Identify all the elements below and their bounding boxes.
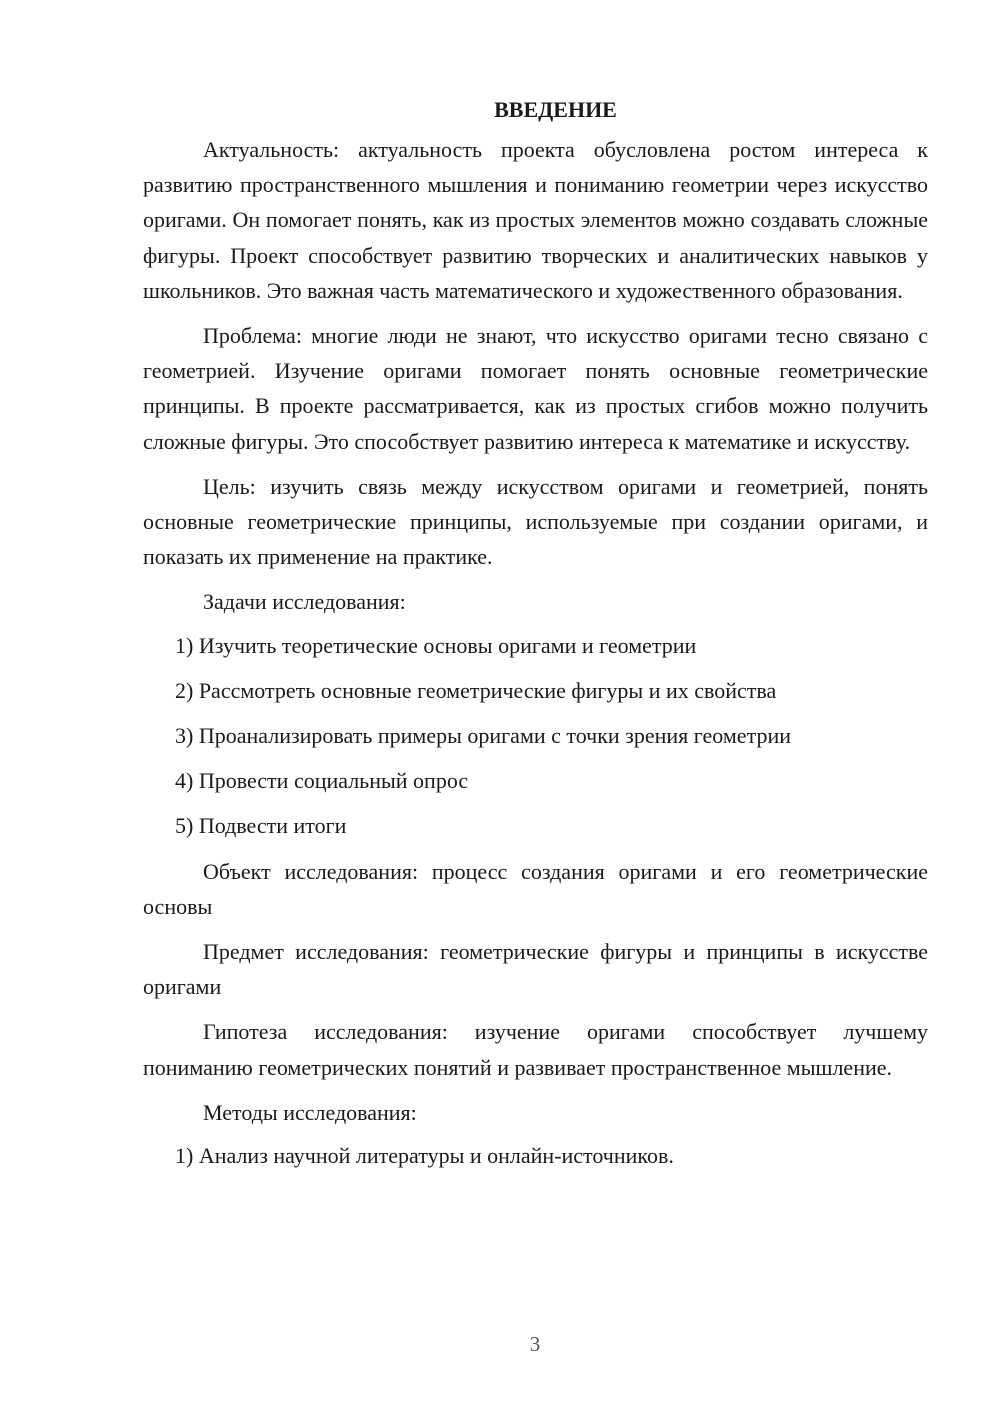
list-item: 4) Провести социальный опрос	[175, 768, 469, 794]
tasks-list	[143, 628, 928, 844]
list-item: 5) Подвести итоги	[175, 813, 347, 839]
list-item: 2) Рассмотреть основные геометрические фигуры и их свойства	[175, 677, 777, 703]
paragraph-relevance: Актуальность: актуальность проекта обусловлена ростом интереса к развитию пространственного мышления и пониманию геометрии через искусство оригами. Он помогает понять, как из простых элементов можно создавать сложные фигуры. Проект способствует развитию творческих и аналитических навыков у школьников. Это важная часть математического и художественного образования.	[143, 137, 928, 303]
paragraph-goal: Цель: изучить связь между искусством оригами и геометрией, понять основные геометрические принципы, используемые при создании оригами, и показать их применение на практике.	[143, 473, 928, 570]
list-item: 1) Анализ научной литературы и онлайн-источников.	[175, 1143, 674, 1169]
page-number: 3	[529, 1332, 541, 1356]
paragraph-problem: Проблема: многие люди не знают, что искусство оригами тесно связано с геометрией. Изучение оригами помогает понять основные геометрические принципы. В проекте рассматривается, как из простых сгибов можно получить сложные фигуры. Это способствует развитию интереса к математике и искусству.	[143, 323, 928, 454]
paragraph-hypothesis: Гипотеза исследования: изучение оригами способствует лучшему пониманию геометрических понятий и развивает пространственное мышление.	[143, 1019, 928, 1080]
paragraph-object: Объект исследования: процесс создания оригами и его геометрические основы	[143, 858, 928, 919]
methods-list	[143, 1138, 928, 1173]
tasks-heading: Задачи исследования:	[203, 589, 406, 615]
methods-heading: Методы исследования:	[203, 1099, 417, 1125]
document-title: ВВЕДЕНИЕ	[494, 97, 617, 122]
list-item: 1) Изучить теоретические основы оригами и геометрии	[175, 632, 697, 658]
paragraph-subject: Предмет исследования: геометрические фигуры и принципы в искусстве оригами	[143, 939, 928, 1000]
list-item: 3) Проанализировать примеры оригами с точки зрения геометрии	[175, 723, 791, 749]
